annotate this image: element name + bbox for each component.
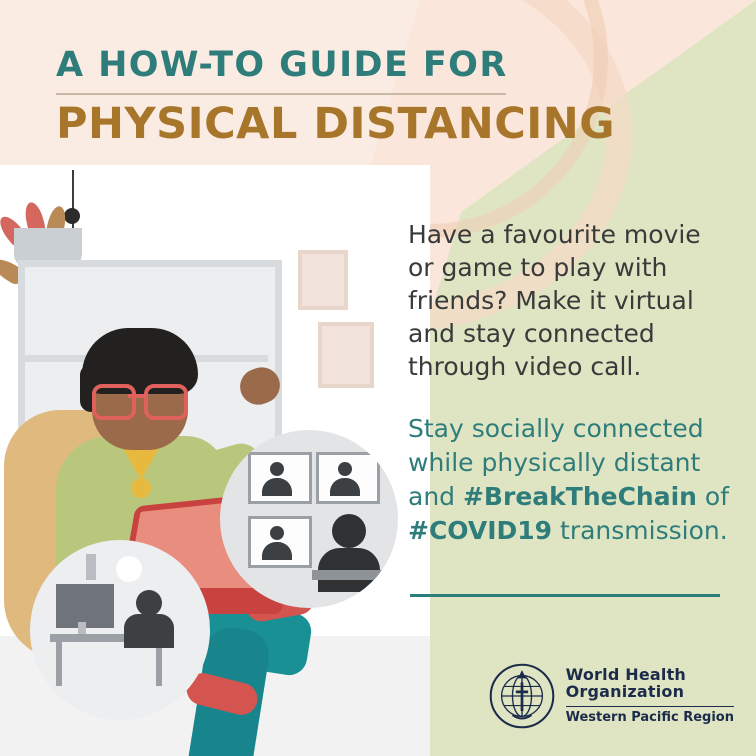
cta-text-part1: Stay socially connected while physically distant and (408, 414, 704, 511)
video-call-bubble (220, 430, 398, 608)
title-divider (56, 93, 506, 95)
cta-divider (410, 594, 720, 597)
who-logo-text (566, 667, 734, 725)
poster-header (56, 46, 696, 148)
who-emblem-icon (488, 662, 556, 730)
hashtag-breakthechain: #BreakTheChain (462, 482, 697, 511)
who-name-line1: World Health (565, 665, 687, 685)
wall-art-frame (318, 322, 374, 388)
hashtag-covid19: #COVID19 (408, 516, 553, 545)
plant-hanger-knob (64, 208, 80, 224)
cta-text-part3: transmission. (552, 516, 728, 545)
body-paragraph: Have a favourite movie or game to play with friends? Make it virtual and stay connected through video call. (408, 220, 701, 381)
wall-art-frame (298, 250, 348, 310)
who-region-label: Western Pacific Region (566, 706, 734, 725)
who-name-line2: Organization (565, 682, 685, 702)
cta-paragraph (408, 412, 732, 548)
person-on-video-call-illustration (0, 150, 440, 756)
cta-text-part2: of (696, 482, 730, 511)
who-logo (488, 662, 734, 730)
person-pendant (131, 478, 151, 498)
page-title-line2: PHYSICAL DISTANCING (56, 98, 616, 149)
eyeglasses-icon (92, 384, 190, 414)
home-desk-bubble (30, 540, 210, 720)
page-title-line1: A HOW-TO GUIDE FOR (56, 45, 508, 85)
